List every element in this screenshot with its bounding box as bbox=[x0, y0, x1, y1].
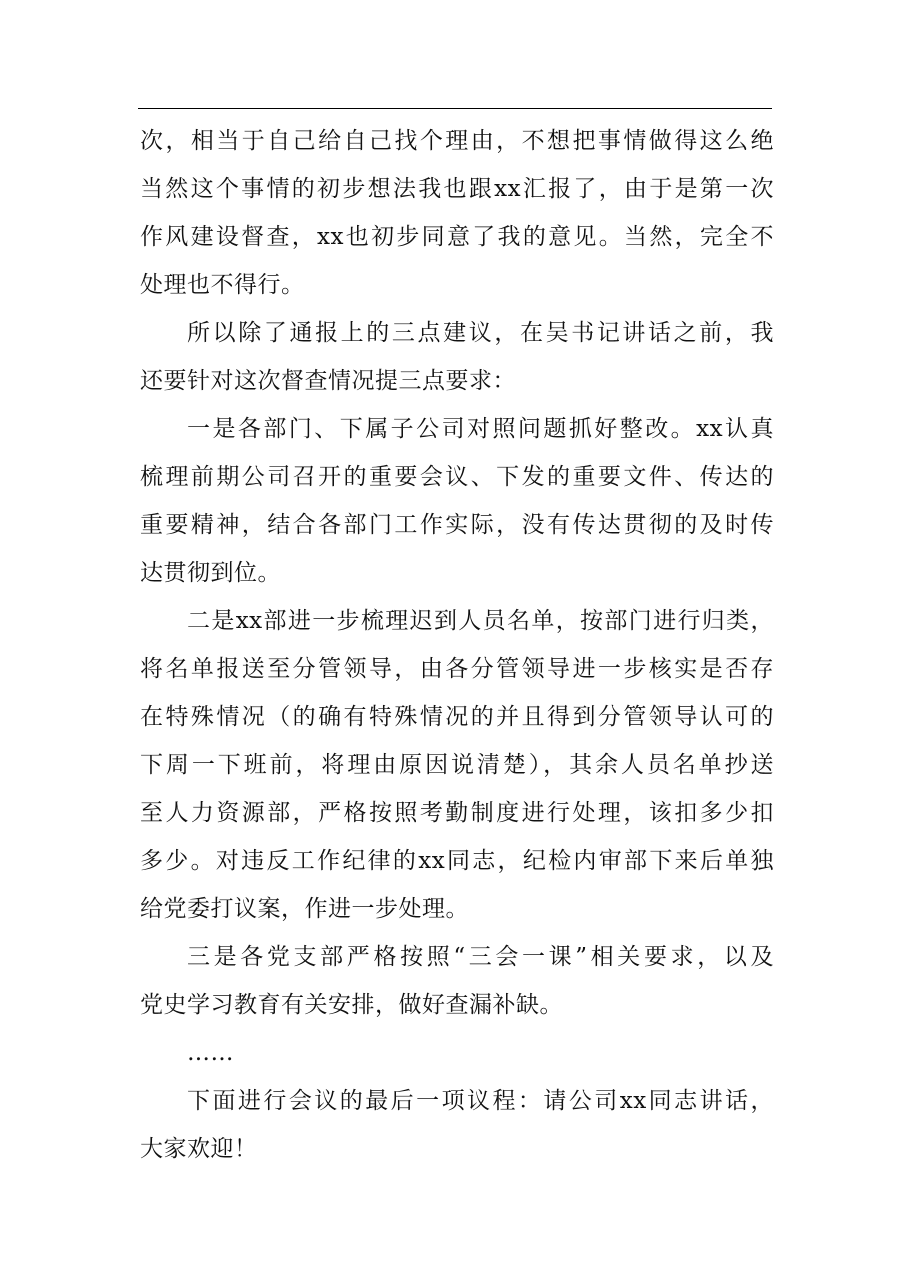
text-line: 达贯彻到位。 bbox=[140, 560, 281, 586]
text-line: 将名单报送至分管领导，由各分管领导进一步核实是否存 bbox=[140, 656, 774, 682]
text-line: 梳理前期公司召开的重要会议、下发的重要文件、传达的 bbox=[140, 464, 774, 490]
text-line: 次，相当于自己给自己找个理由，不想把事情做得这么绝 bbox=[140, 128, 774, 154]
text-line: 还要针对这次督查情况提三点要求： bbox=[140, 368, 516, 394]
text-line: 大家欢迎！ bbox=[140, 1136, 258, 1162]
text-line: 下周一下班前，将理由原因说清楚），其余人员名单抄送 bbox=[140, 752, 774, 778]
text-line: 所以除了通报上的三点建议，在吴书记讲话之前，我 bbox=[187, 320, 774, 346]
text-line: 二是xx部进一步梳理迟到人员名单，按部门进行归类， bbox=[187, 608, 774, 634]
text-line: 处理也不得行。 bbox=[140, 272, 305, 298]
header-rule bbox=[138, 108, 772, 109]
text-line: 三是各党支部严格按照“三会一课”相关要求，以及 bbox=[187, 944, 774, 970]
document-body bbox=[140, 117, 774, 1173]
text-line: …… bbox=[187, 1040, 234, 1066]
text-line: 在特殊情况（的确有特殊情况的并且得到分管领导认可的 bbox=[140, 704, 774, 730]
text-line: 党史学习教育有关安排，做好查漏补缺。 bbox=[140, 992, 563, 1018]
text-line: 一是各部门、下属子公司对照问题抓好整改。xx认真 bbox=[187, 416, 774, 442]
text-line: 至人力资源部，严格按照考勤制度进行处理，该扣多少扣 bbox=[140, 800, 774, 826]
text-line: 重要精神，结合各部门工作实际，没有传达贯彻的及时传 bbox=[140, 512, 774, 538]
text-line: 给党委打议案，作进一步处理。 bbox=[140, 896, 469, 922]
text-line: 作风建设督查，xx也初步同意了我的意见。当然，完全不 bbox=[140, 224, 774, 250]
text-line: 多少。对违反工作纪律的xx同志，纪检内审部下来后单独 bbox=[140, 848, 774, 874]
text-line: 当然这个事情的初步想法我也跟xx汇报了，由于是第一次 bbox=[140, 176, 774, 202]
text-line: 下面进行会议的最后一项议程：请公司xx同志讲话， bbox=[187, 1088, 774, 1114]
